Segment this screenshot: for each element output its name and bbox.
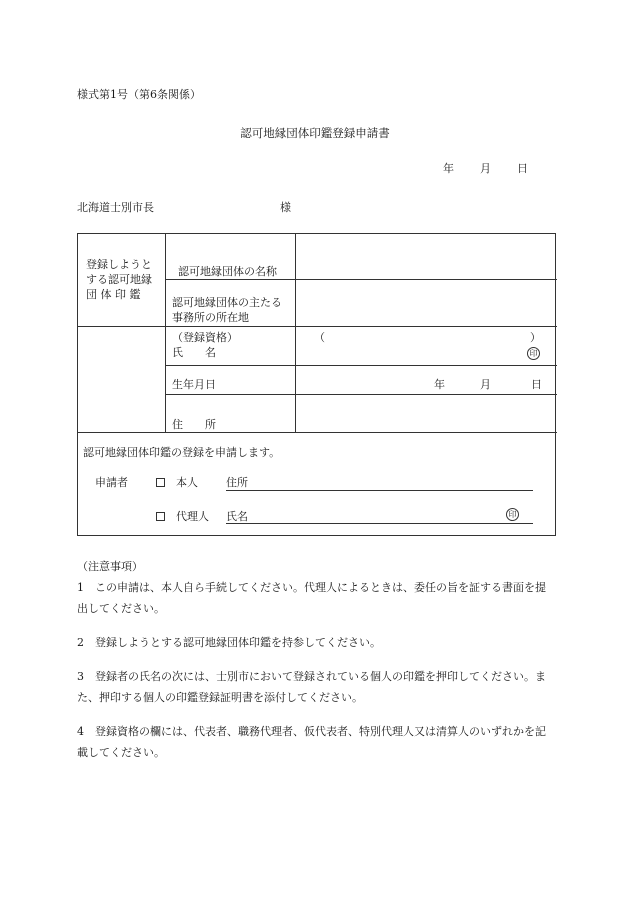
birthdate-label: 生年月日 xyxy=(172,378,216,391)
notes-heading: （注意事項） xyxy=(77,560,143,573)
date-line xyxy=(443,160,528,176)
self-address-underline[interactable] xyxy=(226,490,533,491)
org-address-label-1: 認可地縁団体の主たる xyxy=(172,296,282,309)
divider-row4 xyxy=(165,394,557,395)
agent-name-underline[interactable] xyxy=(226,523,533,524)
divider-row3 xyxy=(165,365,557,366)
divider-row5 xyxy=(78,432,557,433)
org-name-label: 認可地縁団体の名称 xyxy=(178,265,277,278)
date-year: 年 xyxy=(443,162,454,175)
qualification-label: （登録資格） xyxy=(172,331,238,344)
divider-row1 xyxy=(165,279,557,280)
addressee-suffix: 様 xyxy=(280,201,291,214)
qualification-paren-close: ） xyxy=(530,331,541,344)
note-item: 4 登録資格の欄には、代表者、職務代理者、仮代表者、特別代理人又は清算人のいずれかを記載してください。 xyxy=(77,725,546,759)
agent-label: 代理人 xyxy=(176,510,209,523)
birth-month: 月 xyxy=(480,378,491,391)
notes-section xyxy=(77,556,555,776)
seal-section-label-2: する認可地縁 xyxy=(86,273,152,286)
addressee: 北海道士別市長 xyxy=(77,201,154,214)
self-label: 本人 xyxy=(176,476,198,489)
applicant-label: 申請者 xyxy=(95,476,128,489)
birth-year: 年 xyxy=(434,378,445,391)
address-label: 住 所 xyxy=(172,418,216,431)
note-item: 2 登録しようとする認可地縁団体印鑑を持参してください。 xyxy=(77,636,381,649)
name-label: 氏 名 xyxy=(172,346,216,359)
seal-section-label-1: 登録しようと xyxy=(86,258,152,271)
self-address-label: 住所 xyxy=(226,476,248,489)
self-checkbox[interactable] xyxy=(156,478,165,487)
qualification-paren-open: （ xyxy=(314,331,325,344)
agent-seal-mark-icon: 印 xyxy=(506,508,519,521)
seal-section-label-3: 団 体 印 鑑 xyxy=(86,288,141,301)
apply-statement: 認可地縁団体印鑑の登録を申請します。 xyxy=(83,446,281,459)
application-form-box xyxy=(77,233,556,536)
date-month: 月 xyxy=(480,162,491,175)
document-title: 認可地縁団体印鑑登録申請書 xyxy=(240,126,390,140)
divider-col1 xyxy=(165,234,166,432)
agent-checkbox[interactable] xyxy=(156,512,165,521)
note-item: 3 登録者の氏名の次には、士別市において登録されている個人の印鑑を押印してください。また、押印する個人の印鑑登録証明書を添付してください。 xyxy=(77,670,546,704)
birth-day: 日 xyxy=(531,378,542,391)
divider-col2 xyxy=(295,234,296,432)
form-number: 様式第1号（第6条関係） xyxy=(77,88,201,101)
date-day: 日 xyxy=(517,162,528,175)
org-address-label-2: 事務所の所在地 xyxy=(172,311,249,324)
note-item: 1 この申請は、本人自ら手続してください。代理人によるときは、委任の旨を証する書面を提出してください。 xyxy=(77,581,546,615)
seal-mark-icon: 印 xyxy=(527,347,540,360)
divider-row2 xyxy=(78,326,557,327)
agent-name-label: 氏名 xyxy=(226,510,248,523)
